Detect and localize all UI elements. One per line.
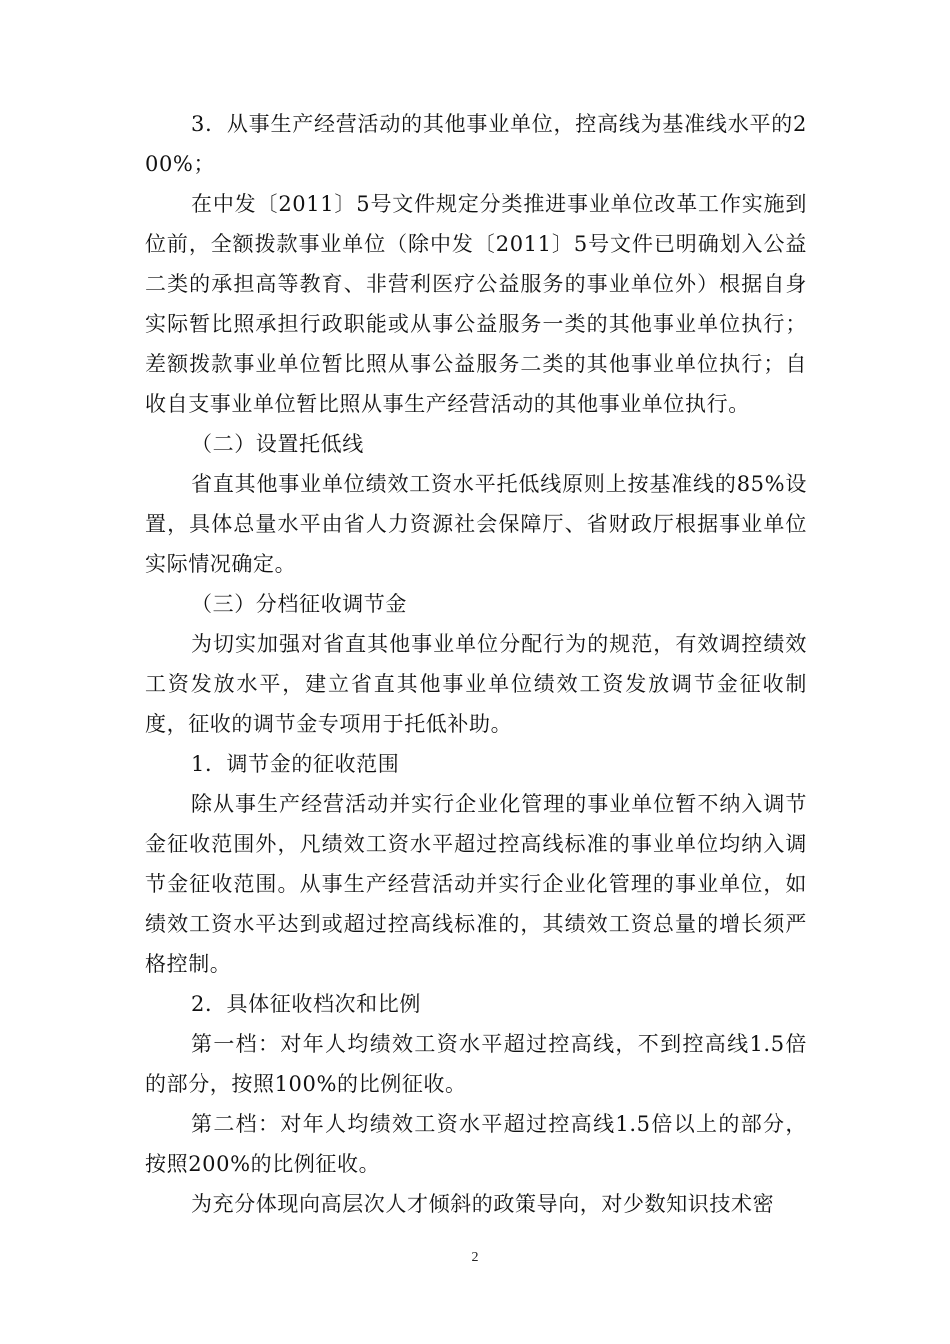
paragraph-fee-system: 为切实加强对省直其他事业单位分配行为的规范，有效调控绩效工资发放水平，建立省直其他事业单位绩效工资发放调节金征收制度，征收的调节金专项用于托低补助。 [145,632,807,736]
paragraph-tier-one: 第一档：对年人均绩效工资水平超过控高线，不到控高线1.5倍的部分，按照100%的比例征收。 [145,1032,807,1096]
section-heading-set-floor-line: （二）设置托低线 [191,432,364,456]
subheading-fee-tiers: 2．具体征收档次和比例 [191,992,421,1016]
paragraph-floor-line: 省直其他事业单位绩效工资水平托低线原则上按基准线的85%设置，具体总量水平由省人力资源社会保障厅、省财政厅根据事业单位实际情况确定。 [145,472,807,576]
document-body [145,104,807,1224]
paragraph-fee-scope: 除从事生产经营活动并实行企业化管理的事业单位暂不纳入调节金征收范围外，凡绩效工资水平超过控高线标准的事业单位均纳入调节金征收范围。从事生产经营活动并实行企业化管理的事业单位，如绩效工资水平达到或超过控高线标准的，其绩效工资总量的增长须严格控制。 [145,792,807,976]
section-heading-tiered-fee: （三）分档征收调节金 [191,592,407,616]
paragraph-item-3-control-line: 3．从事生产经营活动的其他事业单位，控高线为基准线水平的200%； [145,112,807,176]
paragraph-talent-policy: 为充分体现向高层次人才倾斜的政策导向，对少数知识技术密 [191,1192,775,1216]
paragraph-transition-rule: 在中发〔2011〕5号文件规定分类推进事业单位改革工作实施到位前，全额拨款事业单位（除中发〔2011〕5号文件已明确划入公益二类的承担高等教育、非营利医疗公益服务的事业单位外）根据自身实际暂比照承担行政职能或从事公益服务一类的其他事业单位执行；差额拨款事业单位暂比照从事公益服务二类的其他事业单位执行；自收自支事业单位暂比照从事生产经营活动的其他事业单位执行。 [145,192,807,416]
page-number: 2 [471,1250,479,1265]
paragraph-tier-two: 第二档：对年人均绩效工资水平超过控高线1.5倍以上的部分，按照200%的比例征收。 [145,1112,807,1176]
subheading-fee-scope: 1．调节金的征收范围 [191,752,400,776]
